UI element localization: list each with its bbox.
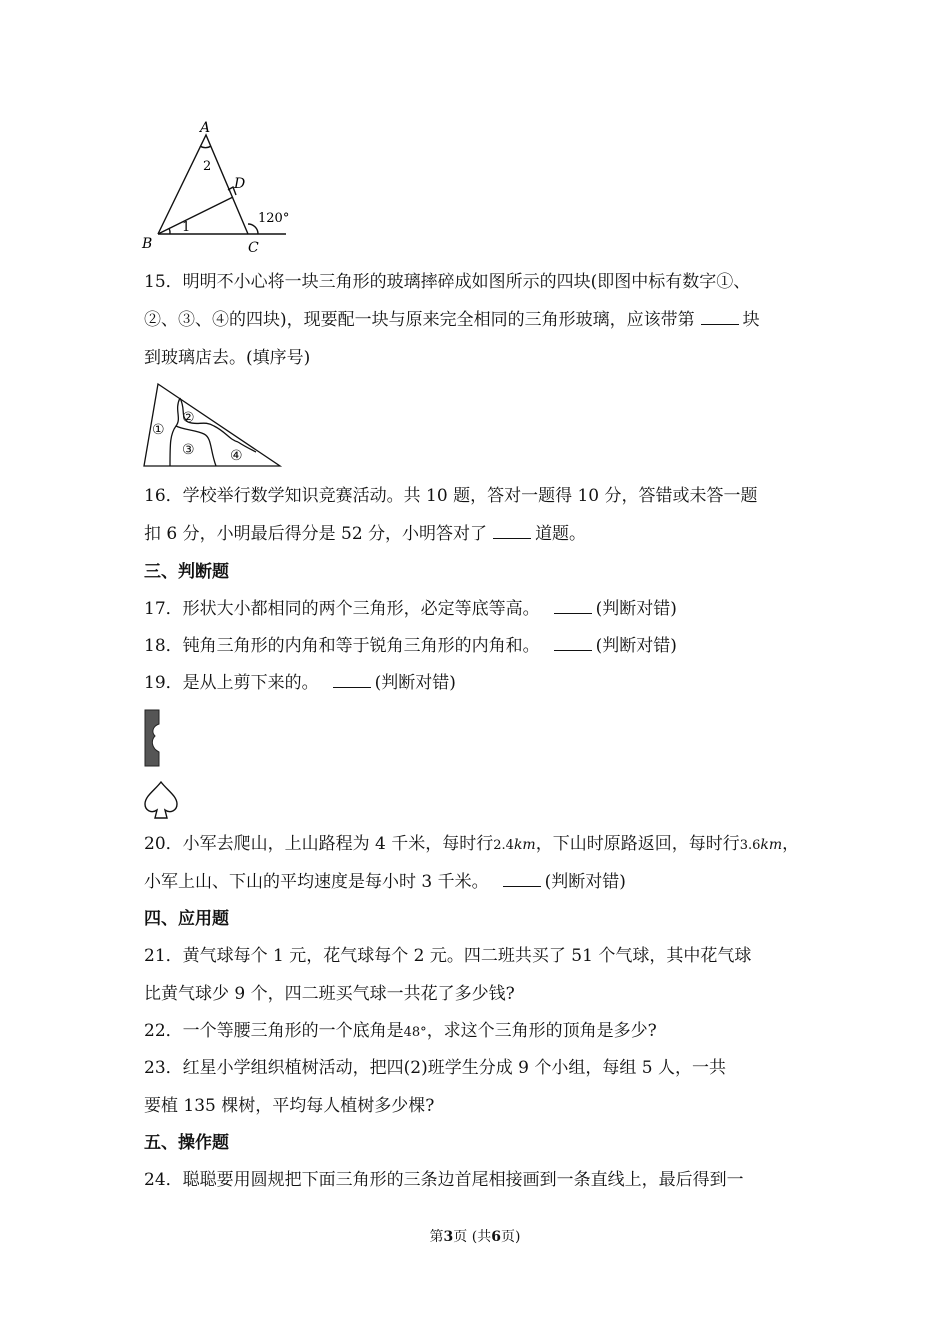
q19: 19．是从上剪下来的。 (判断对错) xyxy=(144,673,456,693)
q21-line2: 比黄气球少 9 个，四二班买气球一共花了多少钱? xyxy=(144,984,515,1004)
label-b: B xyxy=(142,236,153,252)
q15-answer-blank[interactable] xyxy=(701,308,739,325)
q16-line2: 扣 6 分，小明最后得分是 52 分，小明答对了 道题。 xyxy=(144,524,587,544)
section-4-title: 四、应用题 xyxy=(144,909,229,929)
q23-line2: 要植 135 棵树，平均每人植树多少棵? xyxy=(144,1096,435,1116)
label-angle-120: 120° xyxy=(258,211,290,226)
q15-line3: 到玻璃店去。(填序号) xyxy=(144,348,311,368)
q15-line2: ②、③、④的四块)，现要配一块与原来完全相同的三角形玻璃，应该带第 块 xyxy=(144,310,760,330)
q16-line1: 16．学校举行数学知识竞赛活动。共 10 题，答对一题得 10 分，答错或未答一题 xyxy=(144,486,758,506)
q22: 22．一个等腰三角形的一个底角是48°，求这个三角形的顶角是多少? xyxy=(144,1021,657,1041)
q24-line1: 24．聪聪要用圆规把下面三角形的三条边首尾相接画到一条直线上，最后得到一 xyxy=(144,1170,744,1190)
label-c: C xyxy=(248,240,259,256)
label-angle-1: 1 xyxy=(182,220,191,235)
q17-answer-blank[interactable] xyxy=(554,597,592,614)
broken-glass-figure xyxy=(140,380,290,470)
label-d: D xyxy=(234,176,246,192)
q21-line1: 21．黄气球每个 1 元，花气球每个 2 元。四二班共买了 51 个气球，其中花气球 xyxy=(144,946,752,966)
q23-line1: 23．红星小学组织植树活动，把四(2)班学生分成 9 个小组，每组 5 人，一共 xyxy=(144,1058,726,1078)
section-5-title: 五、操作题 xyxy=(144,1133,229,1153)
glass-piece-1: ① xyxy=(152,422,165,438)
label-angle-2: 2 xyxy=(203,159,212,174)
glass-piece-3: ③ xyxy=(182,442,195,458)
label-a: A xyxy=(200,120,211,136)
q17: 17．形状大小都相同的两个三角形，必定等底等高。 (判断对错) xyxy=(144,599,677,619)
q19-answer-blank[interactable] xyxy=(333,671,371,688)
glass-piece-2: ② xyxy=(182,410,195,426)
page-number: 3 xyxy=(443,1229,454,1245)
page-footer: 第3页 (共6页) xyxy=(429,1229,521,1245)
q18: 18．钝角三角形的内角和等于锐角三角形的内角和。 (判断对错) xyxy=(144,636,677,656)
q18-answer-blank[interactable] xyxy=(554,634,592,651)
q20-answer-blank[interactable] xyxy=(503,870,541,887)
triangle-abc-figure xyxy=(136,118,296,258)
q16-answer-blank[interactable] xyxy=(493,522,531,539)
section-3-title: 三、判断题 xyxy=(144,562,229,582)
folded-paper-figure xyxy=(143,708,163,768)
spade-shape-figure xyxy=(141,778,181,822)
total-pages: 6 xyxy=(491,1229,501,1245)
q20-line1: 20．小军去爬山，上山路程为 4 千米，每时行2.4km，下山时原路返回，每时行3.6km， xyxy=(144,834,800,854)
q15-line1: 15．明明不小心将一块三角形的玻璃摔碎成如图所示的四块(即图中标有数字①、 xyxy=(144,272,751,292)
q20-line2: 小军上山、下山的平均速度是每小时 3 千米。 (判断对错) xyxy=(144,872,626,892)
glass-piece-4: ④ xyxy=(230,448,243,464)
